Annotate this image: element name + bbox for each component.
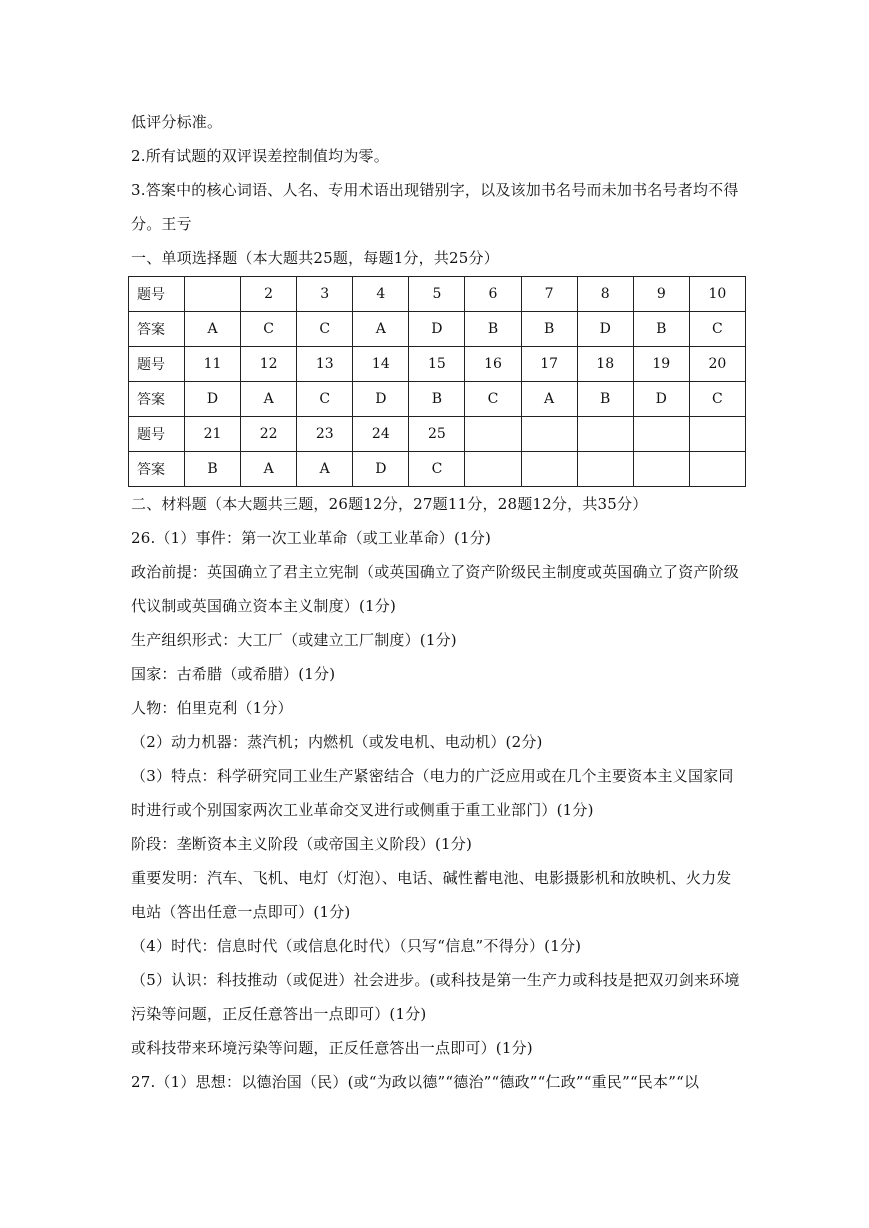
text-line: 国家：古希腊（或希腊）(1分) bbox=[131, 665, 336, 683]
table-cell: 9 bbox=[633, 277, 689, 312]
table-cell: 16 bbox=[465, 347, 521, 382]
table-cell: 8 bbox=[577, 277, 633, 312]
table-cell: C bbox=[689, 312, 745, 347]
table-cell: C bbox=[297, 312, 353, 347]
text-line: 电站（答出任意一点即可）(1分) bbox=[131, 903, 351, 921]
row-header: 题号 bbox=[129, 417, 185, 452]
table-cell bbox=[633, 417, 689, 452]
row-header: 题号 bbox=[129, 277, 185, 312]
table-row bbox=[129, 347, 746, 382]
table-cell: 11 bbox=[185, 347, 241, 382]
table-cell: 10 bbox=[689, 277, 745, 312]
text-line: 重要发明：汽车、飞机、电灯（灯泡）、电话、碱性蓄电池、电影摄影机和放映机、火力发 bbox=[131, 869, 732, 887]
table-cell: B bbox=[465, 312, 521, 347]
text-line: 26.（1）事件：第一次工业革命（或工业革命）(1分) bbox=[131, 529, 492, 547]
text-line-3: 3.答案中的核心词语、人名、专用术语出现错别字，以及该加书名号而未加书名号者均不得 bbox=[131, 181, 739, 199]
table-cell: 24 bbox=[353, 417, 409, 452]
table-cell bbox=[521, 417, 577, 452]
table-cell: B bbox=[521, 312, 577, 347]
table-cell bbox=[689, 417, 745, 452]
table-cell: A bbox=[521, 382, 577, 417]
table-cell: C bbox=[297, 382, 353, 417]
table-cell: D bbox=[409, 312, 465, 347]
table-cell: A bbox=[297, 452, 353, 487]
table-cell: 18 bbox=[577, 347, 633, 382]
table-cell: A bbox=[241, 452, 297, 487]
table-cell: 15 bbox=[409, 347, 465, 382]
table-cell bbox=[465, 452, 521, 487]
table-row bbox=[129, 382, 746, 417]
table-cell bbox=[521, 452, 577, 487]
table-cell: D bbox=[633, 382, 689, 417]
table-cell bbox=[577, 417, 633, 452]
table-cell: C bbox=[689, 382, 745, 417]
table-cell: B bbox=[633, 312, 689, 347]
text-line: 或科技带来环境污染等问题，正反任意答出一点即可）(1分) bbox=[131, 1039, 533, 1057]
row-header: 答案 bbox=[129, 382, 185, 417]
answer-table bbox=[128, 276, 746, 487]
table-cell: 14 bbox=[353, 347, 409, 382]
text-line: 人物：伯里克利（1分） bbox=[131, 699, 293, 717]
text-line: 政治前提：英国确立了君主立宪制（或英国确立了资产阶级民主制度或英国确立了资产阶级 bbox=[131, 563, 740, 581]
text-line: 阶段：垄断资本主义阶段（或帝国主义阶段）(1分) bbox=[131, 835, 473, 853]
table-cell: A bbox=[241, 382, 297, 417]
text-line: 生产组织形式：大工厂（或建立工厂制度）(1分) bbox=[131, 631, 457, 649]
table-cell: 20 bbox=[689, 347, 745, 382]
table-cell: 23 bbox=[297, 417, 353, 452]
table-cell bbox=[577, 452, 633, 487]
table-cell: B bbox=[577, 382, 633, 417]
text-line: 时进行或个别国家两次工业革命交叉进行或侧重于重工业部门）(1分) bbox=[131, 801, 594, 819]
table-cell: B bbox=[185, 452, 241, 487]
text-line: 27.（1）思想：以德治国（民）(或“为政以德”“德治”“德政”“仁政”“重民”“民本”“以 bbox=[131, 1073, 700, 1091]
table-row bbox=[129, 452, 746, 487]
table-cell: 7 bbox=[521, 277, 577, 312]
text-line: （5）认识：科技推动（或促进）社会进步。(或科技是第一生产力或科技是把双刃剑来环境 bbox=[131, 971, 740, 989]
table-cell: 12 bbox=[241, 347, 297, 382]
text-line: （3）特点：科学研究同工业生产紧密结合（电力的广泛应用或在几个主要资本主义国家同 bbox=[131, 767, 734, 785]
table-cell: 6 bbox=[465, 277, 521, 312]
table-cell: A bbox=[185, 312, 241, 347]
table-cell: C bbox=[241, 312, 297, 347]
table-cell bbox=[689, 452, 745, 487]
table-cell bbox=[633, 452, 689, 487]
table-cell: C bbox=[465, 382, 521, 417]
text-line-1: 低评分标准。 bbox=[131, 113, 223, 131]
table-cell: D bbox=[353, 452, 409, 487]
section-heading-single-choice: 一、单项选择题（本大题共25题，每题1分，共25分） bbox=[131, 249, 499, 267]
table-cell: 21 bbox=[185, 417, 241, 452]
table-cell bbox=[185, 277, 241, 312]
section-heading-material: 二、材料题（本大题共三题，26题12分，27题11分，28题12分，共35分） bbox=[131, 495, 648, 513]
table-cell: 3 bbox=[297, 277, 353, 312]
table-cell: 13 bbox=[297, 347, 353, 382]
table-cell: D bbox=[353, 382, 409, 417]
table-cell bbox=[465, 417, 521, 452]
table-cell: C bbox=[409, 452, 465, 487]
text-line-4: 分。王亏 bbox=[131, 215, 192, 233]
text-line: 污染等问题，正反任意答出一点即可）(1分) bbox=[131, 1005, 427, 1023]
table-cell: 2 bbox=[241, 277, 297, 312]
table-cell: 22 bbox=[241, 417, 297, 452]
table-row bbox=[129, 312, 746, 347]
table-row bbox=[129, 417, 746, 452]
table-cell: 25 bbox=[409, 417, 465, 452]
text-line: 代议制或英国确立资本主义制度）(1分) bbox=[131, 597, 397, 615]
table-cell: D bbox=[577, 312, 633, 347]
table-cell: A bbox=[353, 312, 409, 347]
table-row bbox=[129, 277, 746, 312]
row-header: 答案 bbox=[129, 452, 185, 487]
table-cell: 17 bbox=[521, 347, 577, 382]
table-cell: D bbox=[185, 382, 241, 417]
row-header: 答案 bbox=[129, 312, 185, 347]
table-cell: 5 bbox=[409, 277, 465, 312]
text-line-2: 2.所有试题的双评误差控制值均为零。 bbox=[131, 147, 389, 165]
text-line: （2）动力机器：蒸汽机；内燃机（或发电机、电动机）(2分) bbox=[131, 733, 543, 751]
row-header: 题号 bbox=[129, 347, 185, 382]
table-cell: 19 bbox=[633, 347, 689, 382]
table-cell: 4 bbox=[353, 277, 409, 312]
table-cell: B bbox=[409, 382, 465, 417]
text-line: （4）时代：信息时代（或信息化时代）（只写“信息”不得分）(1分) bbox=[131, 937, 582, 955]
